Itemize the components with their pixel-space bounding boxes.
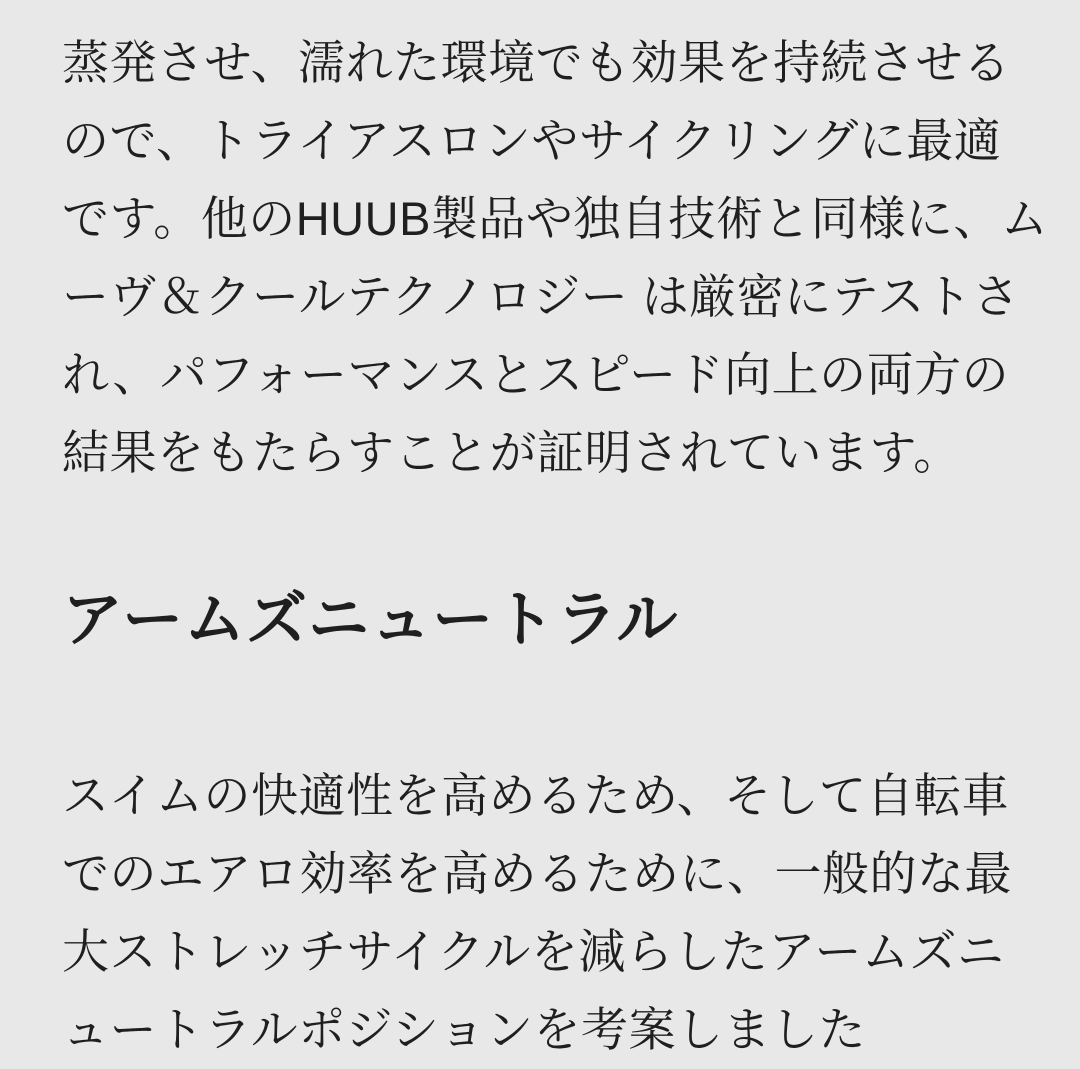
description-line: スイムの快適性を高めるため、そして自転車 [62,769,1010,822]
description-paragraph-2 [62,757,1012,1069]
description-line: 大ストレッチサイクルを減らしたアームズニ [62,925,1005,978]
section-heading: アームズニュートラル [62,585,679,653]
description-line: 結果をもたらすことが証明されています。 [62,426,961,479]
description-line: れ、パフォーマンスとスピード向上の両方の [62,348,1010,401]
description-line: ーヴ＆クールテクノロジー は厳密にテストさ [62,270,1020,323]
description-line: ので、トライアスロンやサイクリングに最適 [62,114,1002,167]
description-line: 蒸発させ、濡れた環境でも効果を持続させる [62,36,1011,89]
description-paragraph-1 [62,24,1048,492]
description-line: でのエアロ効率を高めるために、一般的な最 [62,847,1012,900]
description-line: です。他のHUUB製品や独自技術と同様に、ム [62,192,1049,245]
description-line: ュートラルポジションを考案しました [62,1003,866,1056]
